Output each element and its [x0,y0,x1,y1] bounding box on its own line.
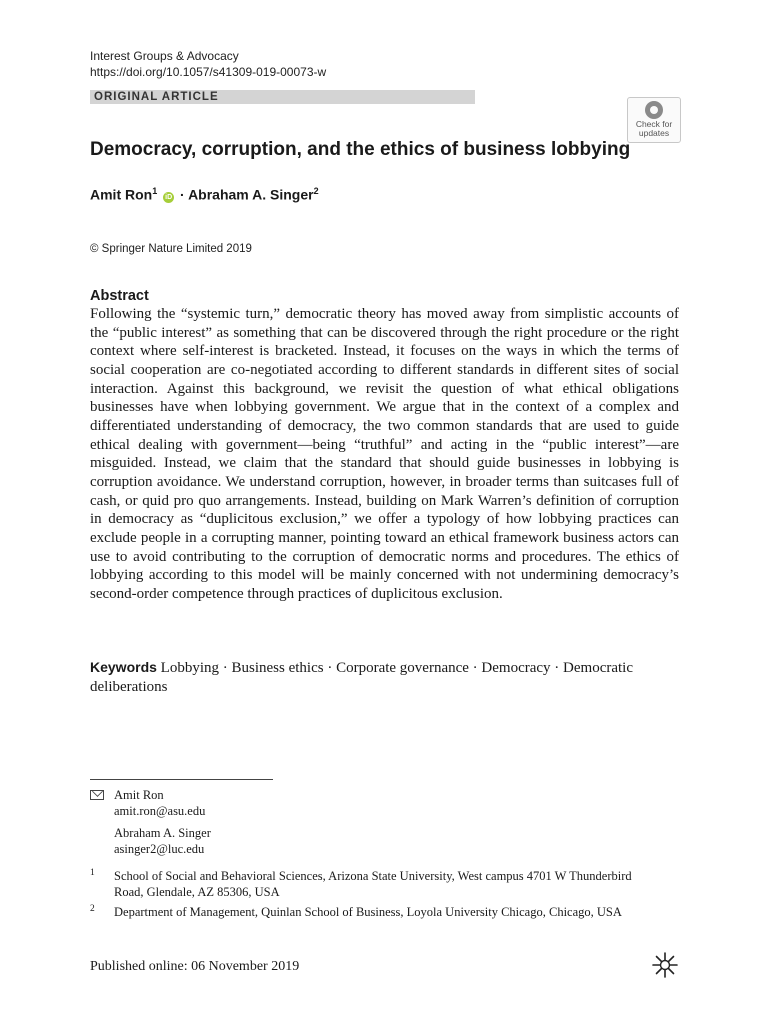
author-name[interactable]: Amit Ron [90,186,153,203]
footnote-divider [90,779,273,780]
springer-horse-icon [650,950,680,980]
affiliation: School of Social and Behavioral Sciences, Arizona State University, West campus 4701 W Thunderbird Road, Glendale, AZ 85306, USA [114,869,632,899]
contact-email[interactable]: asinger2@luc.edu [114,841,205,856]
check-updates-line2: updates [638,128,670,138]
check-for-updates-badge[interactable] [627,97,681,143]
affiliation-number: 1 [90,868,95,878]
envelope-icon [90,790,104,800]
article-type-banner [90,90,475,104]
contact-name: Amit Ron [114,788,164,802]
abstract-heading: Abstract [90,288,149,304]
published-date: Published online: 06 November 2019 [90,959,300,974]
keywords-section [90,658,650,697]
contact-name: Abraham A. Singer [114,826,211,840]
author-separator: · [180,186,185,203]
affiliation-number: 2 [90,904,95,914]
author-affiliation-marker: 2 [313,186,319,196]
check-updates-line1: Check for [635,119,673,129]
keywords-label: Keywords [90,659,157,675]
abstract-body: Following the “systemic turn,” democratic theory has moved away from simplistic accounts of the “public interest” as something that can be discovered through the right procedure or the right context where self-interest is bracketed. Instead, it focuses on the ways in which the terms of social cooperation are co-negotiated according to different standards in different sites of social interaction. Against this background, we revisit the question of what ethical obligations businesses have when lobbying government. We argue that in the context of a complex and differentiated understanding of democracy, the two common standards that are used to guide ethical dealing with government—being “truthful” and acting in the “public interest”—are misguided. Instead, we claim that the standard that should guide businesses in lobbying is corruption avoidance. We understand corruption, however, in broader terms than suitcases full of cash, or quid pro quo arrangements. Instead, building on Mark Warren’s definition of corruption in democracy as “duplicitous exclusion,” we offer a typology of how lobbying practices can exclude people in a corrupting manner, pointing toward an ethical framework business actors can use to avoid contributing to the corruption of democratic norms and procedures. The ethics of lobbying according to this model will be mainly concerned with not undermining democracy’s second-order competence through practices of duplicitous exclusion. [90,306,679,602]
journal-header [90,48,326,80]
check-for-updates-icon [645,101,663,119]
author-list [90,186,319,203]
doi-link[interactable]: https://doi.org/10.1057/s41309-019-00073-w [90,65,327,79]
corresponding-authors [114,788,211,857]
journal-name: Interest Groups & Advocacy [90,49,239,63]
article-type-label: ORIGINAL ARTICLE [94,91,219,103]
copyright-notice: © Springer Nature Limited 2019 [90,243,252,255]
author-affiliation-marker: 1 [152,186,158,196]
article-title: Democracy, corruption, and the ethics of business lobbying [90,139,631,160]
orcid-icon[interactable]: iD [165,193,173,201]
affiliation: Department of Management, Quinlan School of Business, Loyola University Chicago, Chicago, USA [114,905,622,919]
contact-email[interactable]: amit.ron@asu.edu [114,803,206,818]
author-name[interactable]: Abraham A. Singer [188,186,314,203]
keywords-list: Lobbying · Business ethics · Corporate governance · Democracy · Democratic deliberations [90,660,634,695]
